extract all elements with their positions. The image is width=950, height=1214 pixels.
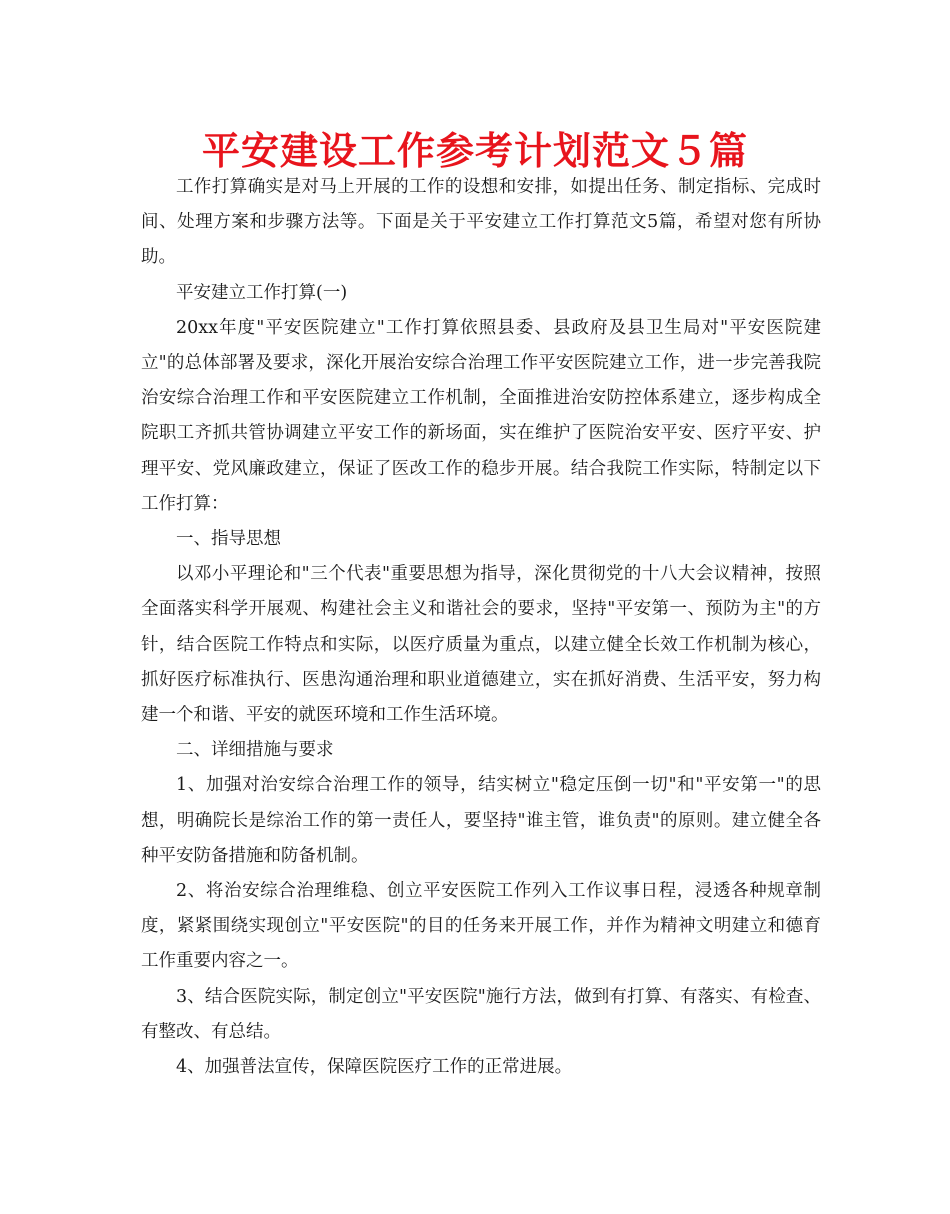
measure-item-1: 1、加强对治安综合治理工作的领导，结实树立"稳定压倒一切"和"平安第一"的思想，明确院长是综治工作的第一责任人，要坚持"谁主管，谁负责"的原则。建立健全各种平安防备措施和防备机制。 xyxy=(141,775,821,866)
measure-item-4: 4、加强普法宣传，保障医院医疗工作的正常进展。 xyxy=(176,1057,573,1078)
intro-paragraph: 工作打算确实是对马上开展的工作的设想和安排，如提出任务、制定指标、完成时间、处理方案和步骤方法等。下面是关于平安建立工作打算范文5篇，希望对您有所协助。 xyxy=(141,177,821,268)
document-title: 平安建设工作参考计划范文５篇 xyxy=(201,129,748,173)
measure-item-3: 3、结合医院实际，制定创立"平安医院"施行方法，做到有打算、有落实、有检查、有整改、有总结。 xyxy=(141,986,821,1042)
section-heading-measures: 二、详细措施与要求 xyxy=(176,740,334,761)
guiding-thought-paragraph: 以邓小平理论和"三个代表"重要思想为指导，深化贯彻党的十八大会议精神，按照全面落实科学开展观、构建社会主义和谐社会的要求，坚持"平安第一、预防为主"的方针，结合医院工作特点和实际，以医疗质量为重点，以建立健全长效工作机制为核心，抓好医疗标准执行、医患沟通治理和职业道德建立，实在抓好消费、生活平安，努力构建一个和谐、平安的就医环境和工作生活环境。 xyxy=(141,564,821,726)
plan-overview-paragraph: 20xx年度"平安医院建立"工作打算依照县委、县政府及县卫生局对"平安医院建立"的总体部署及要求，深化开展治安综合治理工作平安医院建立工作，进一步完善我院治安综合治理工作和平安医院建立工作机制，全面推进治安防控体系建立，逐步构成全院职工齐抓共管协调建立平安工作的新场面，实在维护了医院治安平安、医疗平安、护理平安、党风廉政建立，保证了医改工作的稳步开展。结合我院工作实际，特制定以下工作打算： xyxy=(141,317,821,514)
measure-item-2: 2、将治安综合治理维稳、创立平安医院工作列入工作议事日程，浸透各种规章制度，紧紧围绕实现创立"平安医院"的目的任务来开展工作，并作为精神文明建立和德育工作重要内容之一。 xyxy=(141,881,821,972)
section-heading-guiding-thought: 一、指导思想 xyxy=(176,529,281,550)
document-body xyxy=(141,170,821,1085)
section-heading-plan-one: 平安建立工作打算(一) xyxy=(176,282,348,303)
